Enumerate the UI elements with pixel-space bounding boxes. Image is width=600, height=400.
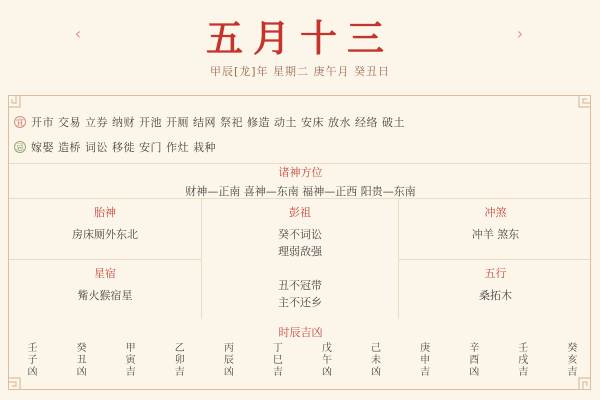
gods-direction-cell (9, 164, 592, 199)
pengzu-line: 丑不冠带 (278, 279, 322, 292)
hours-luck-title: 时辰吉凶 (278, 326, 323, 339)
wuxing-value: 桑拓木 (479, 288, 512, 302)
hour-luck-item[interactable]: 丙辰凶 (221, 342, 233, 378)
yi-badge-icon: 宜 (16, 118, 24, 127)
gods-direction-label: 诸神方位 (278, 165, 323, 179)
hour-luck-item[interactable]: 戊午凶 (319, 342, 331, 378)
hour-luck-item[interactable]: 乙卯吉 (172, 342, 184, 378)
hours-luck-row (9, 342, 592, 378)
hour-luck-item[interactable]: 癸亥吉 (564, 342, 576, 378)
pengzu-label: 彭祖 (289, 206, 311, 219)
taishen-label: 胎神 (94, 206, 116, 219)
hour-luck-item[interactable]: 己未凶 (368, 342, 380, 378)
greek-key-corner-icon (8, 95, 24, 111)
next-day-arrow[interactable]: › (510, 24, 530, 44)
wuxing-cell (399, 260, 592, 320)
hour-luck-item[interactable]: 丁巳吉 (270, 342, 282, 378)
hour-luck-item[interactable]: 甲寅吉 (123, 342, 135, 378)
taishen-value: 房床厕外东北 (72, 228, 138, 241)
prev-day-arrow[interactable]: ‹ (68, 24, 88, 44)
avoid-row (9, 135, 592, 159)
lunar-date-title: 五月十三 (206, 16, 394, 60)
xingxiu-cell (9, 260, 201, 320)
chongsha-cell (399, 199, 592, 260)
content-frame (8, 95, 591, 390)
pengzu-line: 理弱敌强 (278, 245, 322, 258)
hour-luck-item[interactable]: 庚申吉 (417, 342, 429, 378)
pengzu-line: 癸不词讼 (278, 228, 322, 241)
chongsha-value: 冲羊 煞东 (471, 228, 520, 241)
xingxiu-label: 星宿 (94, 266, 116, 280)
pengzu-cell (201, 199, 399, 319)
xingxiu-value: 觜火猴宿星 (77, 288, 133, 302)
gods-direction-value: 财神—正南 喜神—东南 福神—正西 阳贵—东南 (185, 184, 416, 198)
hour-luck-item[interactable]: 辛酉凶 (466, 342, 478, 378)
greek-key-corner-icon (575, 95, 591, 111)
pengzu-line: 主不还乡 (278, 296, 322, 309)
suitable-row (9, 110, 592, 134)
wuxing-label: 五行 (484, 266, 507, 280)
hour-luck-item[interactable]: 癸丑凶 (74, 342, 86, 378)
taishen-cell (9, 199, 201, 260)
ji-badge-icon: 忌 (16, 143, 24, 152)
suitable-activities: 开市 交易 立券 纳财 开池 开厕 结网 祭祀 修造 动土 安床 放水 经络 破土 (31, 116, 405, 129)
hour-luck-item[interactable]: 壬子凶 (25, 342, 36, 378)
ganzhi-date-subtitle: 甲辰[龙]年 星期二 庚午月 癸丑日 (209, 65, 391, 78)
avoid-activities: 嫁娶 造桥 词讼 移徙 安门 作灶 栽种 (31, 141, 216, 154)
chongsha-label: 冲煞 (484, 206, 507, 219)
almanac-table (9, 163, 592, 318)
hour-luck-item[interactable]: 壬戌吉 (515, 342, 527, 378)
